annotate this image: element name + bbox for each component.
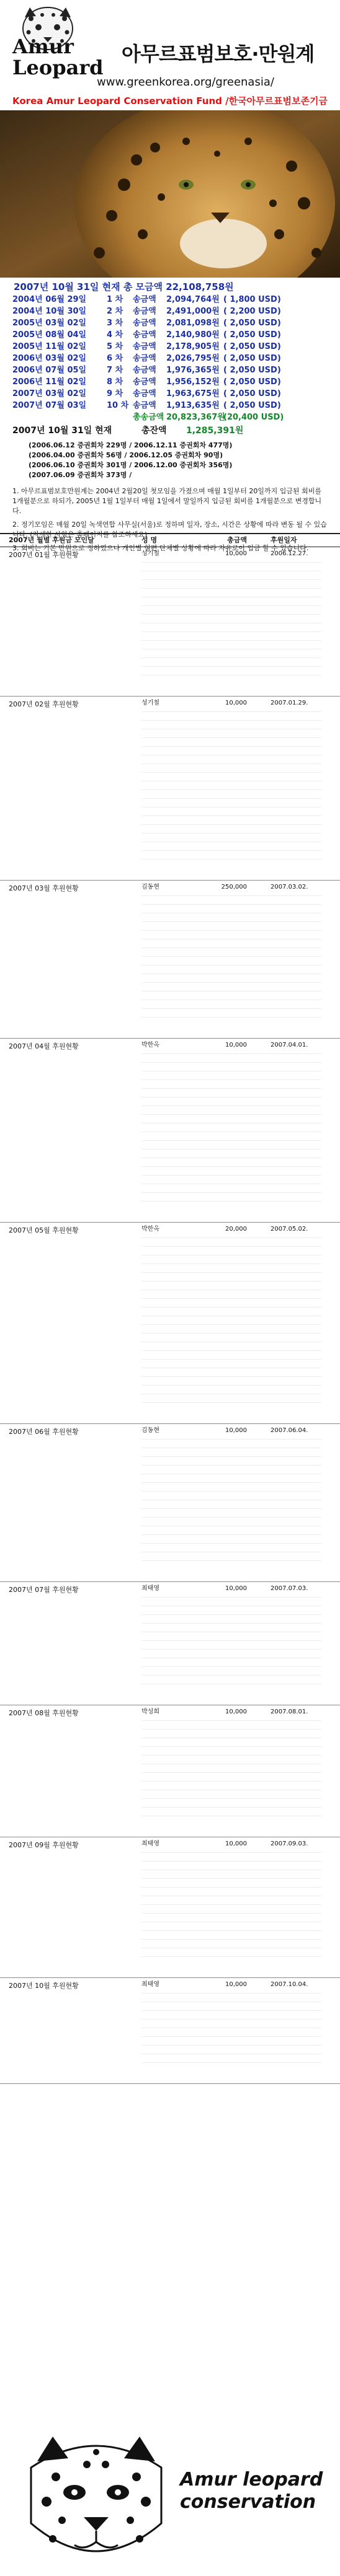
brand-line-2: Leopard [12, 56, 104, 79]
donation-date: 2007.08.01. [271, 1708, 308, 1715]
remittance-label: 송금액 [133, 366, 156, 375]
table-row [0, 1585, 340, 1593]
unreadable-rows [141, 708, 321, 864]
donation-date: 2007.03.02. [271, 884, 308, 890]
donor-name: 최태영 [141, 1585, 159, 1592]
header-period: 2007년 월별 후원금 모인달 [9, 536, 94, 544]
batch-detail-line: (2006.06.10 증권회차 301명 / 2006.12.00 증권회차 356명) [29, 461, 233, 469]
ledger-month-block [0, 1837, 340, 1978]
remittance-date: 2005년 08월 04일 [12, 330, 87, 340]
remittance-number: 5 차 [107, 342, 123, 351]
remittance-date: 2007년 07월 03일 [12, 401, 87, 410]
remittance-number: 3 차 [107, 319, 123, 328]
remittance-row [0, 400, 340, 411]
remittance-usd: ( 1,800 USD) [223, 295, 281, 304]
month-label: 2007년 08월 후원현황 [9, 1709, 79, 1717]
remittance-label: 송금액 [133, 342, 156, 351]
donation-amount: 20,000 [225, 1226, 247, 1233]
remittance-number: 1 차 [107, 295, 123, 304]
donor-name: 성기철 [141, 700, 159, 706]
remittance-list [0, 294, 340, 423]
remittance-amount: 2,140,980원 [166, 330, 220, 340]
remittance-number: 6 차 [107, 354, 123, 363]
remittance-label: 송금액 [133, 307, 156, 316]
batch-details [29, 441, 340, 480]
ledger-month-block [0, 1582, 340, 1705]
remittance-amount: 1,913,635원 [166, 401, 220, 410]
table-row [0, 1980, 340, 1989]
remittance-amount: 2,094,764원 [166, 295, 220, 304]
notice-item: 1. 아무르표범보호만원계는 2004년 2월20일 첫모임을 가졌으며 매월 1일부터 20일까지 입금된 회비를 1개월분으로 하되가, 2005년 1월 1일부터 매월 1일에서 말일까지 입금된 회비를 1개월분으로 변경합니다. [12, 487, 322, 515]
month-label: 2007년 05월 후원현황 [9, 1226, 79, 1234]
remittance-label: 송금액 [133, 377, 156, 387]
brand-line-1: Amur [12, 35, 74, 58]
remittance-label: 송금액 [133, 295, 156, 304]
donor-name: 박성희 [141, 1708, 159, 1715]
donation-date: 2007.06.04. [271, 1427, 308, 1434]
site-url-link[interactable]: www.greenkorea.org/greenasia/ [97, 76, 274, 89]
unreadable-rows [141, 892, 321, 1022]
remittance-amount: 2,026,795원 [166, 354, 220, 363]
remittance-number: 2 차 [107, 307, 123, 316]
remittance-date: 2006년 03월 02일 [12, 354, 87, 363]
remittance-date: 2007년 03월 02일 [12, 389, 87, 398]
table-row [0, 1041, 340, 1050]
remittance-usd: ( 2,050 USD) [223, 401, 281, 410]
month-label: 2007년 04월 후원현황 [9, 1042, 79, 1050]
remittance-row [0, 317, 340, 329]
remittance-row [0, 341, 340, 353]
remittance-usd: ( 2,200 USD) [223, 307, 281, 316]
table-row [0, 550, 340, 558]
unreadable-rows [141, 1050, 321, 1206]
current-balance-key: 총잔액 [141, 426, 167, 436]
remittance-usd: ( 2,050 USD) [223, 366, 281, 375]
unreadable-rows [141, 1593, 321, 1689]
unreadable-rows [141, 558, 321, 680]
remittance-date: 2005년 11월 02일 [12, 342, 87, 351]
donation-date: 2007.10.04. [271, 1981, 308, 1988]
notice-item: 3. 회비는 기본 만원으로 정하였으나 개인별 형편 단체별 상황에 따라 자유로이 입금 할 수 있습니다. [12, 544, 309, 552]
remittance-amount: 20,823,367원 [166, 413, 225, 422]
ledger-blocks [0, 547, 340, 2084]
remittance-usd: ( 2,050 USD) [223, 319, 281, 328]
donation-date: 2007.09.03. [271, 1840, 308, 1847]
fundraising-summary [0, 280, 340, 557]
brand-wordmark [12, 36, 104, 78]
unreadable-rows [141, 1234, 321, 1407]
remittance-usd: (20,400 USD) [223, 413, 284, 422]
remittance-row [0, 388, 340, 400]
remittance-date: 2004년 06월 29일 [12, 295, 87, 304]
unreadable-rows [141, 1848, 321, 1961]
remittance-label: 송금액 [133, 401, 156, 410]
donation-date: 2007.07.03. [271, 1585, 308, 1592]
remittance-date: 2006년 07월 05일 [12, 366, 87, 375]
month-label: 2007년 10월 후원현황 [9, 1982, 79, 1990]
donor-name: 박한옥 [141, 1042, 159, 1048]
footer-title [180, 2469, 323, 2513]
ledger-month-block [0, 881, 340, 1039]
ledger-month-block [0, 547, 340, 697]
remittance-usd: ( 2,050 USD) [223, 354, 281, 363]
batch-detail-line: (2006.06.12 증권회차 229명 / 2006.12.11 증권회차 477명) [29, 441, 233, 449]
batch-detail-line: (2007.06.09 증권회차 373명 / [29, 471, 132, 479]
page-title: 아무르표범보호·만원계 [122, 42, 315, 66]
month-label: 2007년 02월 후원현황 [9, 700, 79, 708]
remittance-label: 총송금액 [133, 413, 164, 422]
unreadable-rows [141, 1435, 321, 1565]
donation-amount: 10,000 [225, 1708, 247, 1715]
current-balance-value: 1,285,391원 [186, 426, 244, 436]
remittance-amount: 2,081,098원 [166, 319, 220, 328]
ledger-month-block [0, 1223, 340, 1424]
current-balance-label: 2007년 10월 31일 현재 [12, 426, 112, 436]
notice-item: 2. 정기모임은 매월 20일 녹색연합 사무실(서울)로 정하며 일자, 장소, 시간은 상황에 따라 변동 될 수 있습니다. (자세한 사항은 홈페이지를 참조하세요) [12, 521, 327, 538]
header-date: 후원일자 [271, 536, 297, 544]
remittance-row [0, 294, 340, 306]
table-row [0, 1225, 340, 1234]
ledger-header [0, 533, 340, 547]
leopard-face-logo-icon [19, 2430, 174, 2573]
remittance-label: 송금액 [133, 354, 156, 363]
month-label: 2007년 09월 후원현황 [9, 1841, 79, 1849]
table-row [0, 699, 340, 708]
table-row [0, 883, 340, 892]
donation-amount: 10,000 [225, 1042, 247, 1048]
month-label: 2007년 03월 후원현황 [9, 884, 79, 892]
table-row [0, 1708, 340, 1717]
donation-date: 2007.04.01. [271, 1042, 308, 1048]
footer [0, 2424, 340, 2576]
month-label: 2007년 06월 후원현황 [9, 1428, 79, 1436]
footer-title-line-2: conservation [180, 2491, 316, 2513]
remittance-label: 송금액 [133, 330, 156, 340]
donation-amount: 10,000 [225, 1840, 247, 1847]
ledger-month-block [0, 697, 340, 881]
remittance-label: 송금액 [133, 389, 156, 398]
month-label: 2007년 07월 후원현황 [9, 1586, 79, 1594]
donation-amount: 10,000 [225, 550, 247, 557]
ledger-month-block [0, 1705, 340, 1837]
remittance-row [0, 411, 340, 423]
donation-amount: 10,000 [225, 1427, 247, 1434]
remittance-number: 4 차 [107, 330, 123, 340]
remittance-row [0, 353, 340, 364]
header-name: 성 명 [141, 536, 158, 544]
remittance-row [0, 376, 340, 388]
remittance-usd: ( 2,050 USD) [223, 330, 281, 340]
header-amount: 총금액 [227, 536, 247, 544]
donation-amount: 250,000 [221, 884, 247, 890]
ledger-month-block [0, 1039, 340, 1223]
remittance-amount: 1,956,152원 [166, 377, 220, 387]
remittance-number: 9 차 [107, 389, 123, 398]
table-row [0, 1426, 340, 1435]
remittance-amount: 2,178,905원 [166, 342, 220, 351]
remittance-usd: ( 2,050 USD) [223, 389, 281, 398]
unreadable-rows [141, 1989, 321, 2067]
remittance-row [0, 306, 340, 317]
remittance-row [0, 364, 340, 376]
donation-date: 2007.01.29. [271, 700, 308, 706]
donation-amount: 10,000 [225, 700, 247, 706]
ledger-month-block [0, 1978, 340, 2084]
donation-amount: 10,000 [225, 1585, 247, 1592]
donation-date: 2006.12.27. [271, 550, 308, 557]
donor-ledger [0, 533, 340, 2084]
remittance-row [0, 329, 340, 341]
fund-name-bar: Korea Amur Leopard Conservation Fund /한국아무르표범보존기금 [0, 93, 340, 109]
remittance-number: 7 차 [107, 366, 123, 375]
remittance-number: 10 차 [107, 401, 129, 410]
remittance-amount: 2,491,000원 [166, 307, 220, 316]
footer-title-line-1: Amur leopard [180, 2469, 323, 2490]
donor-name: 김동현 [141, 884, 159, 890]
remittance-amount: 1,976,365원 [166, 366, 220, 375]
remittance-date: 2005년 03월 02일 [12, 319, 87, 328]
summary-heading: 2007년 10월 31일 현재 총 모금액 22,108,758원 [14, 281, 234, 292]
donor-name: 박한옥 [141, 1226, 159, 1233]
leopard-photo [0, 110, 340, 278]
donation-amount: 10,000 [225, 1981, 247, 1988]
month-label: 2007년 01월 후원현황 [9, 551, 79, 559]
current-balance [0, 423, 340, 438]
donor-name: 성기철 [141, 550, 159, 557]
table-row [0, 1840, 340, 1848]
unreadable-rows [141, 1717, 321, 1821]
donation-date: 2007.05.02. [271, 1226, 308, 1233]
remittance-usd: ( 2,050 USD) [223, 377, 281, 387]
donor-name: 김동현 [141, 1427, 159, 1434]
donor-name: 최태영 [141, 1981, 159, 1988]
donor-name: 최태영 [141, 1840, 159, 1847]
ledger-month-block [0, 1424, 340, 1582]
remittance-number: 8 차 [107, 377, 123, 387]
remittance-label: 송금액 [133, 319, 156, 328]
remittance-date: 2004년 10월 30일 [12, 307, 87, 316]
remittance-usd: ( 2,050 USD) [223, 342, 281, 351]
site-header [0, 0, 340, 93]
batch-detail-line: (2006.04.00 증권회차 56명 / 2006.12.05 증권회차 90명) [29, 451, 223, 459]
remittance-amount: 1,963,675원 [166, 389, 220, 398]
remittance-date: 2006년 11월 02일 [12, 377, 87, 387]
